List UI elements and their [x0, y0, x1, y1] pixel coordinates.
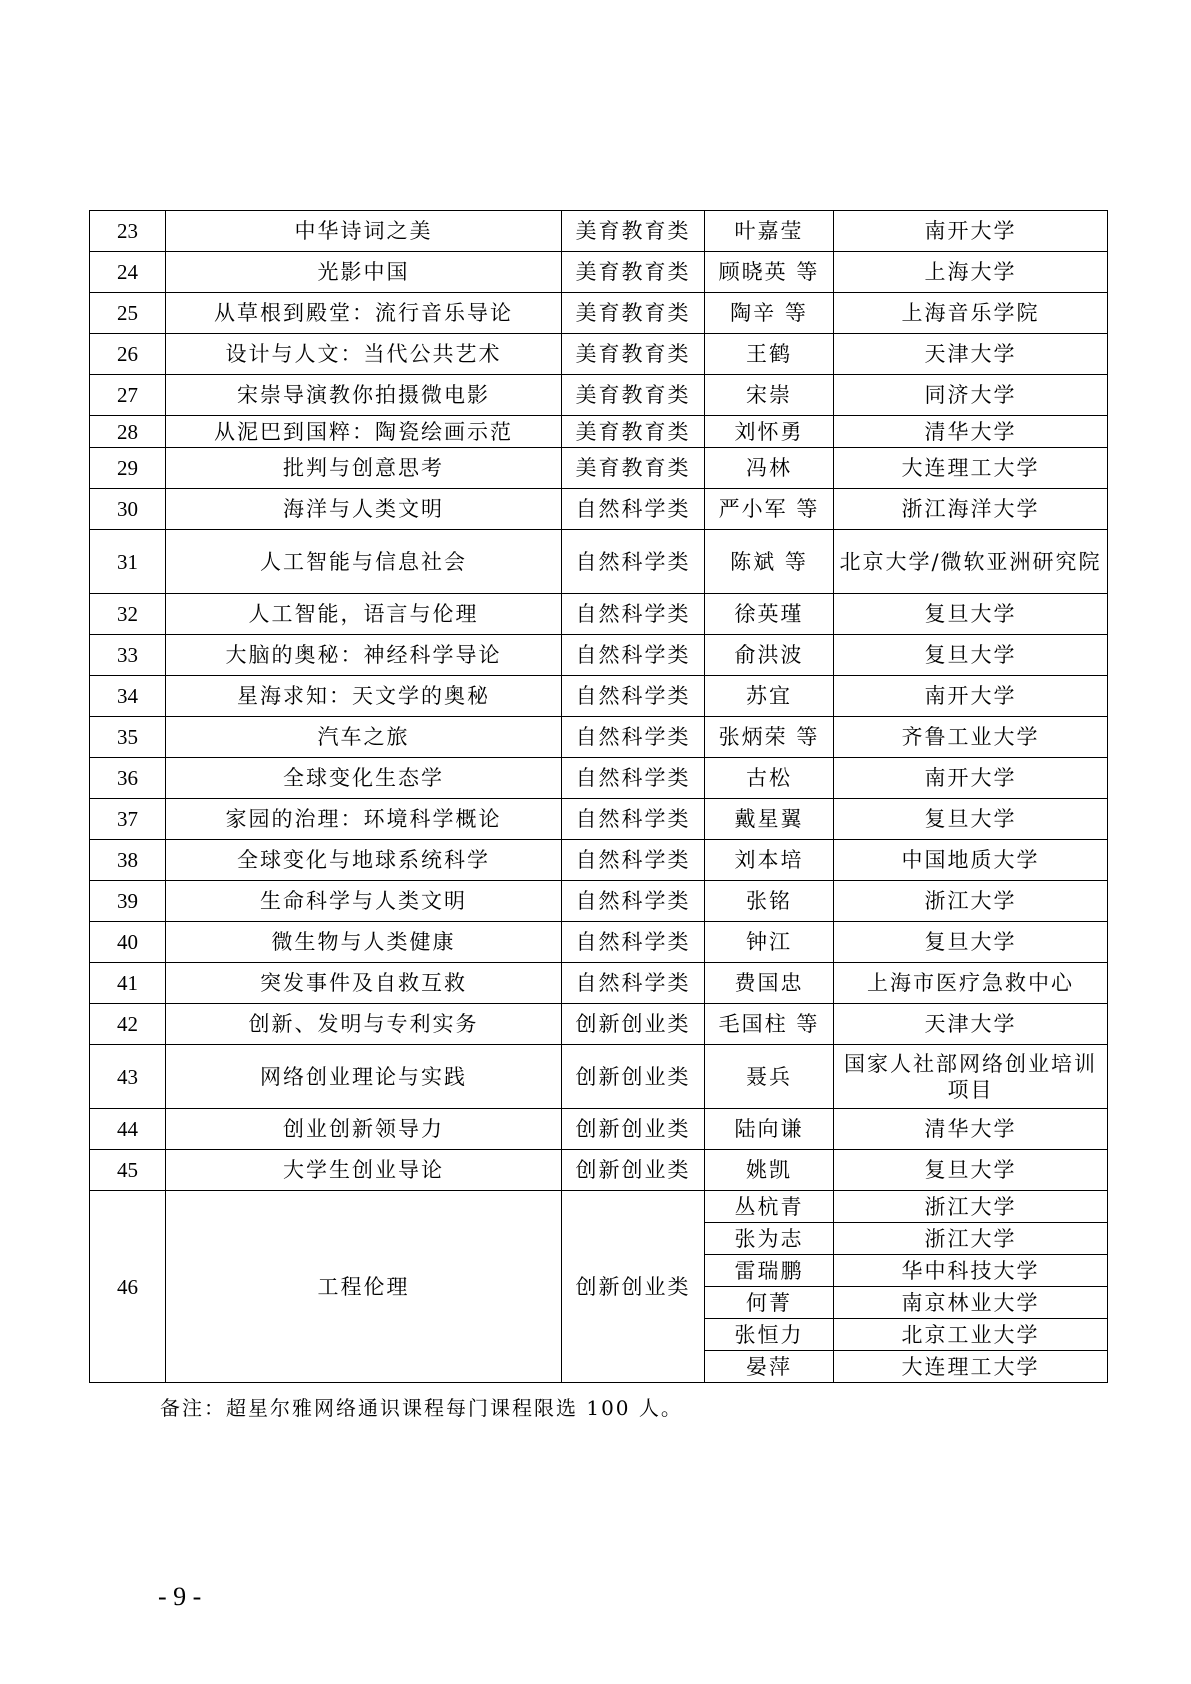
course-category: 美育教育类: [562, 375, 705, 416]
course-school: 华中科技大学: [834, 1255, 1108, 1287]
course-school: 大连理工大学: [834, 448, 1108, 489]
course-name: 人工智能，语言与伦理: [166, 594, 562, 635]
course-number: 39: [90, 881, 166, 922]
table-row: [90, 252, 1108, 293]
course-name: 微生物与人类健康: [166, 922, 562, 963]
course-number: 35: [90, 717, 166, 758]
course-number: 25: [90, 293, 166, 334]
course-category: 自然科学类: [562, 840, 705, 881]
course-number: 26: [90, 334, 166, 375]
course-name: 光影中国: [166, 252, 562, 293]
course-category: 创新创业类: [562, 1191, 705, 1383]
course-number: 38: [90, 840, 166, 881]
course-teacher: 刘怀勇: [705, 416, 834, 448]
course-school: 复旦大学: [834, 635, 1108, 676]
table-row: [90, 963, 1108, 1004]
course-number: 34: [90, 676, 166, 717]
course-name: 从草根到殿堂：流行音乐导论: [166, 293, 562, 334]
course-name: 大学生创业导论: [166, 1150, 562, 1191]
course-teacher: 丛杭青: [705, 1191, 834, 1223]
course-category: 美育教育类: [562, 448, 705, 489]
course-number: 44: [90, 1109, 166, 1150]
course-school: 南开大学: [834, 676, 1108, 717]
course-name: 全球变化生态学: [166, 758, 562, 799]
course-name: 创业创新领导力: [166, 1109, 562, 1150]
course-name: 中华诗词之美: [166, 211, 562, 252]
course-teacher: 苏宜: [705, 676, 834, 717]
course-school: 清华大学: [834, 1109, 1108, 1150]
course-number: 33: [90, 635, 166, 676]
course-name: 设计与人文：当代公共艺术: [166, 334, 562, 375]
course-school: 复旦大学: [834, 922, 1108, 963]
course-name: 星海求知：天文学的奥秘: [166, 676, 562, 717]
course-name: 宋崇导演教你拍摄微电影: [166, 375, 562, 416]
course-name: 网络创业理论与实践: [166, 1045, 562, 1109]
course-category: 自然科学类: [562, 963, 705, 1004]
course-number: 45: [90, 1150, 166, 1191]
course-school: 浙江大学: [834, 881, 1108, 922]
course-school: 南开大学: [834, 211, 1108, 252]
course-name: 全球变化与地球系统科学: [166, 840, 562, 881]
course-category: 自然科学类: [562, 594, 705, 635]
course-category: 自然科学类: [562, 799, 705, 840]
course-category: 创新创业类: [562, 1045, 705, 1109]
table-row: [90, 1109, 1108, 1150]
course-category: 美育教育类: [562, 416, 705, 448]
course-number: 32: [90, 594, 166, 635]
course-teacher: 俞洪波: [705, 635, 834, 676]
course-number: 28: [90, 416, 166, 448]
table-row: [90, 676, 1108, 717]
course-category: 自然科学类: [562, 530, 705, 594]
table-row: [90, 1191, 1108, 1223]
course-school: 北京工业大学: [834, 1319, 1108, 1351]
course-school: 上海音乐学院: [834, 293, 1108, 334]
course-number: 31: [90, 530, 166, 594]
table-row: [90, 1150, 1108, 1191]
course-school: 复旦大学: [834, 1150, 1108, 1191]
course-number: 36: [90, 758, 166, 799]
course-teacher: 张恒力: [705, 1319, 834, 1351]
course-teacher: 陆向谦: [705, 1109, 834, 1150]
course-category: 创新创业类: [562, 1109, 705, 1150]
course-number: 43: [90, 1045, 166, 1109]
course-teacher: 费国忠: [705, 963, 834, 1004]
table-row: [90, 334, 1108, 375]
table-row: [90, 293, 1108, 334]
course-teacher: 陈斌 等: [705, 530, 834, 594]
table-row: [90, 375, 1108, 416]
course-school: 浙江海洋大学: [834, 489, 1108, 530]
course-teacher: 张炳荣 等: [705, 717, 834, 758]
course-school: 北京大学/微软亚洲研究院: [834, 530, 1108, 594]
course-school: 天津大学: [834, 1004, 1108, 1045]
course-school: 天津大学: [834, 334, 1108, 375]
course-teacher: 刘本培: [705, 840, 834, 881]
course-teacher: 张铭: [705, 881, 834, 922]
course-teacher: 晏萍: [705, 1351, 834, 1383]
course-table-body: [90, 211, 1108, 1383]
course-name: 创新、发明与专利实务: [166, 1004, 562, 1045]
course-school: 南京林业大学: [834, 1287, 1108, 1319]
course-name: 突发事件及自救互救: [166, 963, 562, 1004]
table-row: [90, 758, 1108, 799]
table-row: [90, 840, 1108, 881]
course-table: [89, 210, 1108, 1383]
course-teacher: 严小军 等: [705, 489, 834, 530]
table-row: [90, 799, 1108, 840]
course-school: 同济大学: [834, 375, 1108, 416]
course-number: 30: [90, 489, 166, 530]
table-row: [90, 881, 1108, 922]
course-teacher: 雷瑞鹏: [705, 1255, 834, 1287]
course-school: 浙江大学: [834, 1223, 1108, 1255]
course-school: 清华大学: [834, 416, 1108, 448]
table-row: [90, 594, 1108, 635]
table-row: [90, 1004, 1108, 1045]
course-name: 海洋与人类文明: [166, 489, 562, 530]
course-teacher: 毛国柱 等: [705, 1004, 834, 1045]
course-category: 自然科学类: [562, 717, 705, 758]
course-school: 上海大学: [834, 252, 1108, 293]
course-category: 自然科学类: [562, 922, 705, 963]
course-teacher: 叶嘉莹: [705, 211, 834, 252]
course-name: 从泥巴到国粹：陶瓷绘画示范: [166, 416, 562, 448]
course-number: 27: [90, 375, 166, 416]
course-number: 46: [90, 1191, 166, 1383]
table-row: [90, 922, 1108, 963]
course-teacher: 顾晓英 等: [705, 252, 834, 293]
course-teacher: 徐英瑾: [705, 594, 834, 635]
course-school: 大连理工大学: [834, 1351, 1108, 1383]
course-name: 工程伦理: [166, 1191, 562, 1383]
course-category: 自然科学类: [562, 758, 705, 799]
table-row: [90, 717, 1108, 758]
course-number: 23: [90, 211, 166, 252]
course-teacher: 冯林: [705, 448, 834, 489]
table-row: [90, 489, 1108, 530]
course-category: 创新创业类: [562, 1150, 705, 1191]
page-number: - 9 -: [158, 1582, 202, 1611]
table-row: [90, 416, 1108, 448]
table-row: [90, 211, 1108, 252]
course-number: 41: [90, 963, 166, 1004]
course-number: 29: [90, 448, 166, 489]
course-teacher: 宋崇: [705, 375, 834, 416]
course-teacher: 姚凯: [705, 1150, 834, 1191]
course-teacher: 张为志: [705, 1223, 834, 1255]
course-school: 中国地质大学: [834, 840, 1108, 881]
course-category: 美育教育类: [562, 293, 705, 334]
course-teacher: 王鹤: [705, 334, 834, 375]
course-name: 人工智能与信息社会: [166, 530, 562, 594]
table-row: [90, 1045, 1108, 1109]
footnote: 备注：超星尔雅网络通识课程每门课程限选 100 人。: [160, 1396, 683, 1420]
course-name: 大脑的奥秘：神经科学导论: [166, 635, 562, 676]
course-teacher: 戴星翼: [705, 799, 834, 840]
course-school: 复旦大学: [834, 594, 1108, 635]
course-number: 42: [90, 1004, 166, 1045]
course-teacher: 钟江: [705, 922, 834, 963]
course-number: 24: [90, 252, 166, 293]
course-name: 生命科学与人类文明: [166, 881, 562, 922]
course-number: 37: [90, 799, 166, 840]
course-category: 创新创业类: [562, 1004, 705, 1045]
course-teacher: 古松: [705, 758, 834, 799]
table-row: [90, 530, 1108, 594]
course-school: 齐鲁工业大学: [834, 717, 1108, 758]
course-name: 家园的治理：环境科学概论: [166, 799, 562, 840]
table-row: [90, 448, 1108, 489]
course-name: 汽车之旅: [166, 717, 562, 758]
course-school: 复旦大学: [834, 799, 1108, 840]
course-school: 南开大学: [834, 758, 1108, 799]
course-school: 浙江大学: [834, 1191, 1108, 1223]
course-category: 自然科学类: [562, 676, 705, 717]
course-category: 自然科学类: [562, 635, 705, 676]
course-school: 国家人社部网络创业培训项目: [834, 1045, 1108, 1109]
course-teacher: 聂兵: [705, 1045, 834, 1109]
course-category: 自然科学类: [562, 881, 705, 922]
course-category: 美育教育类: [562, 252, 705, 293]
course-category: 美育教育类: [562, 334, 705, 375]
course-school: 上海市医疗急救中心: [834, 963, 1108, 1004]
course-category: 美育教育类: [562, 211, 705, 252]
course-teacher: 何菁: [705, 1287, 834, 1319]
course-category: 自然科学类: [562, 489, 705, 530]
course-teacher: 陶辛 等: [705, 293, 834, 334]
course-number: 40: [90, 922, 166, 963]
course-name: 批判与创意思考: [166, 448, 562, 489]
table-row: [90, 635, 1108, 676]
